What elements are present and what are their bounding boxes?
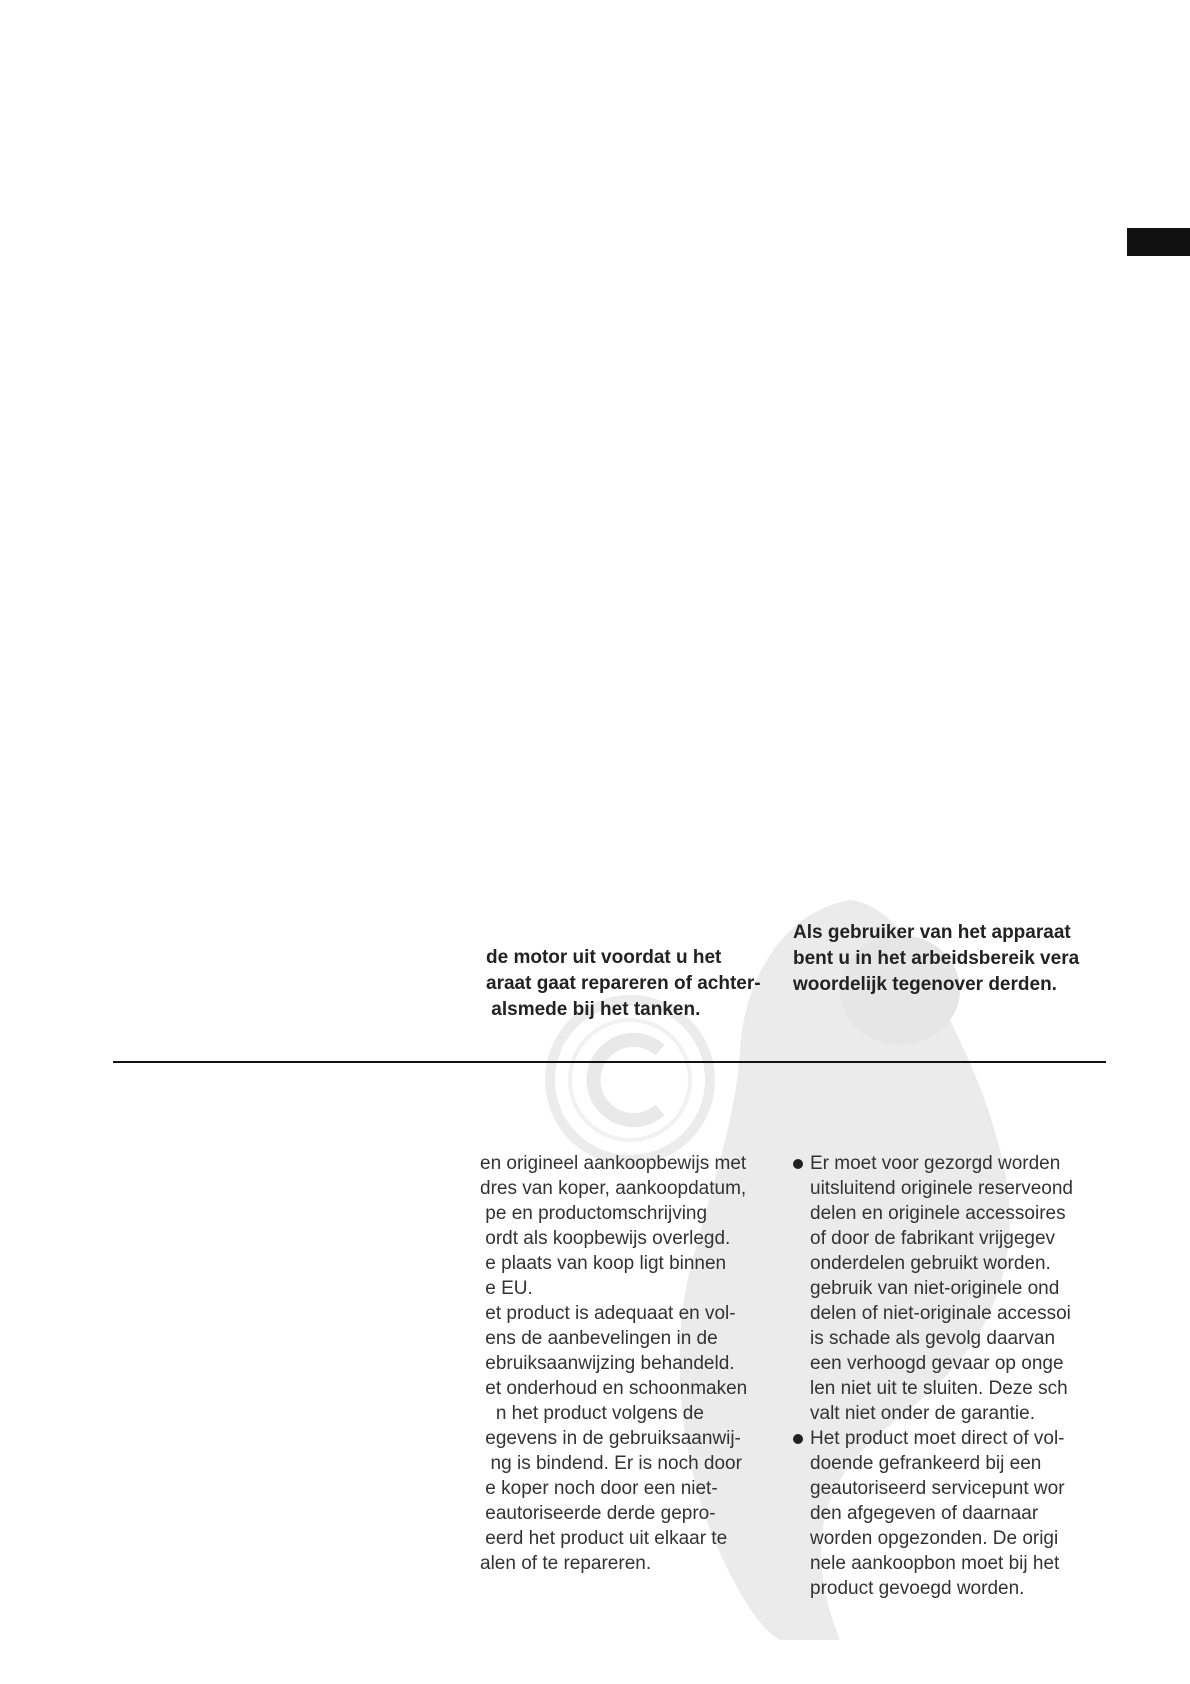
condition-text: onderdelen gebruikt worden. xyxy=(810,1253,1051,1274)
warning-left xyxy=(486,945,761,1023)
section-divider xyxy=(113,1061,1106,1063)
section-tab-marker xyxy=(1127,228,1190,256)
condition-line xyxy=(793,1176,1073,1201)
condition-line: et product is adequaat en vol- xyxy=(480,1303,736,1324)
condition-line: en origineel aankoopbewijs met xyxy=(480,1153,747,1174)
condition-text: uitsluitend originele reserveond xyxy=(810,1178,1073,1199)
condition-line xyxy=(793,1576,1073,1601)
condition-line: et onderhoud en schoonmaken xyxy=(480,1378,748,1399)
condition-text: gebruik van niet-originele ond xyxy=(810,1278,1060,1299)
warning-right-line: bent u in het arbeidsbereik vera xyxy=(793,948,1080,969)
condition-line: eautoriseerde derde gepro- xyxy=(480,1503,716,1524)
condition-line xyxy=(793,1476,1073,1501)
condition-line: e EU. xyxy=(480,1278,533,1299)
condition-text: is schade als gevolg daarvan xyxy=(810,1328,1056,1349)
warning-right xyxy=(793,920,1079,998)
condition-line xyxy=(793,1201,1073,1226)
condition-line xyxy=(793,1301,1073,1326)
warning-right-line: woordelijk tegenover derden. xyxy=(793,974,1057,995)
condition-text: Het product moet direct of vol- xyxy=(810,1428,1065,1449)
condition-line xyxy=(793,1501,1073,1526)
condition-line xyxy=(793,1351,1073,1376)
conditions-right-column xyxy=(793,1151,1073,1601)
bullet-item xyxy=(793,1426,1073,1451)
condition-line: eerd het product uit elkaar te xyxy=(480,1528,728,1549)
condition-text: delen of niet-originale accessoi xyxy=(810,1303,1071,1324)
bullet-icon xyxy=(793,1434,803,1444)
condition-line xyxy=(793,1551,1073,1576)
condition-line xyxy=(793,1326,1073,1351)
condition-text: een verhoogd gevaar op onge xyxy=(810,1353,1064,1374)
warning-left-line: alsmede bij het tanken. xyxy=(486,999,701,1020)
condition-line: pe en productomschrijving xyxy=(480,1203,708,1224)
condition-line: e plaats van koop ligt binnen xyxy=(480,1253,727,1274)
condition-line xyxy=(793,1276,1073,1301)
bullet-item xyxy=(793,1151,1073,1176)
condition-text: len niet uit te sluiten. Deze sch xyxy=(810,1378,1068,1399)
condition-line: e koper noch door een niet- xyxy=(480,1478,718,1499)
condition-line: dres van koper, aankoopdatum, xyxy=(480,1178,747,1199)
condition-line: ebruiksaanwijzing behandeld. xyxy=(480,1353,735,1374)
condition-text: nele aankoopbon moet bij het xyxy=(810,1553,1060,1574)
condition-line: ng is bindend. Er is noch door xyxy=(480,1453,742,1474)
condition-text: doende gefrankeerd bij een xyxy=(810,1453,1042,1474)
condition-line: alen of te repareren. xyxy=(480,1553,652,1574)
condition-line xyxy=(793,1376,1073,1401)
condition-text: den afgegeven of daarnaar xyxy=(810,1503,1039,1524)
condition-line xyxy=(793,1451,1073,1476)
condition-line xyxy=(793,1401,1073,1426)
condition-text: valt niet onder de garantie. xyxy=(810,1403,1035,1424)
condition-text: Er moet voor gezorgd worden xyxy=(810,1153,1061,1174)
condition-line xyxy=(793,1251,1073,1276)
condition-text: geautoriseerd servicepunt wor xyxy=(810,1478,1065,1499)
condition-line: n het product volgens de xyxy=(480,1403,704,1424)
bullet-icon xyxy=(793,1159,803,1169)
condition-text: of door de fabrikant vrijgegev xyxy=(810,1228,1056,1249)
condition-line xyxy=(793,1526,1073,1551)
condition-text: product gevoegd worden. xyxy=(810,1578,1025,1599)
condition-line: egevens in de gebruiksaanwij- xyxy=(480,1428,741,1449)
condition-line: ordt als koopbewijs overlegd. xyxy=(480,1228,731,1249)
condition-text: delen en originele accessoires xyxy=(810,1203,1066,1224)
condition-line: ens de aanbevelingen in de xyxy=(480,1328,718,1349)
conditions-left-column xyxy=(480,1151,747,1576)
condition-text: worden opgezonden. De origi xyxy=(810,1528,1059,1549)
warning-left-line: de motor uit voordat u het xyxy=(486,947,722,968)
warning-left-line: araat gaat repareren of achter- xyxy=(486,973,761,994)
warning-right-line: Als gebruiker van het apparaat xyxy=(793,922,1071,943)
condition-line xyxy=(793,1226,1073,1251)
